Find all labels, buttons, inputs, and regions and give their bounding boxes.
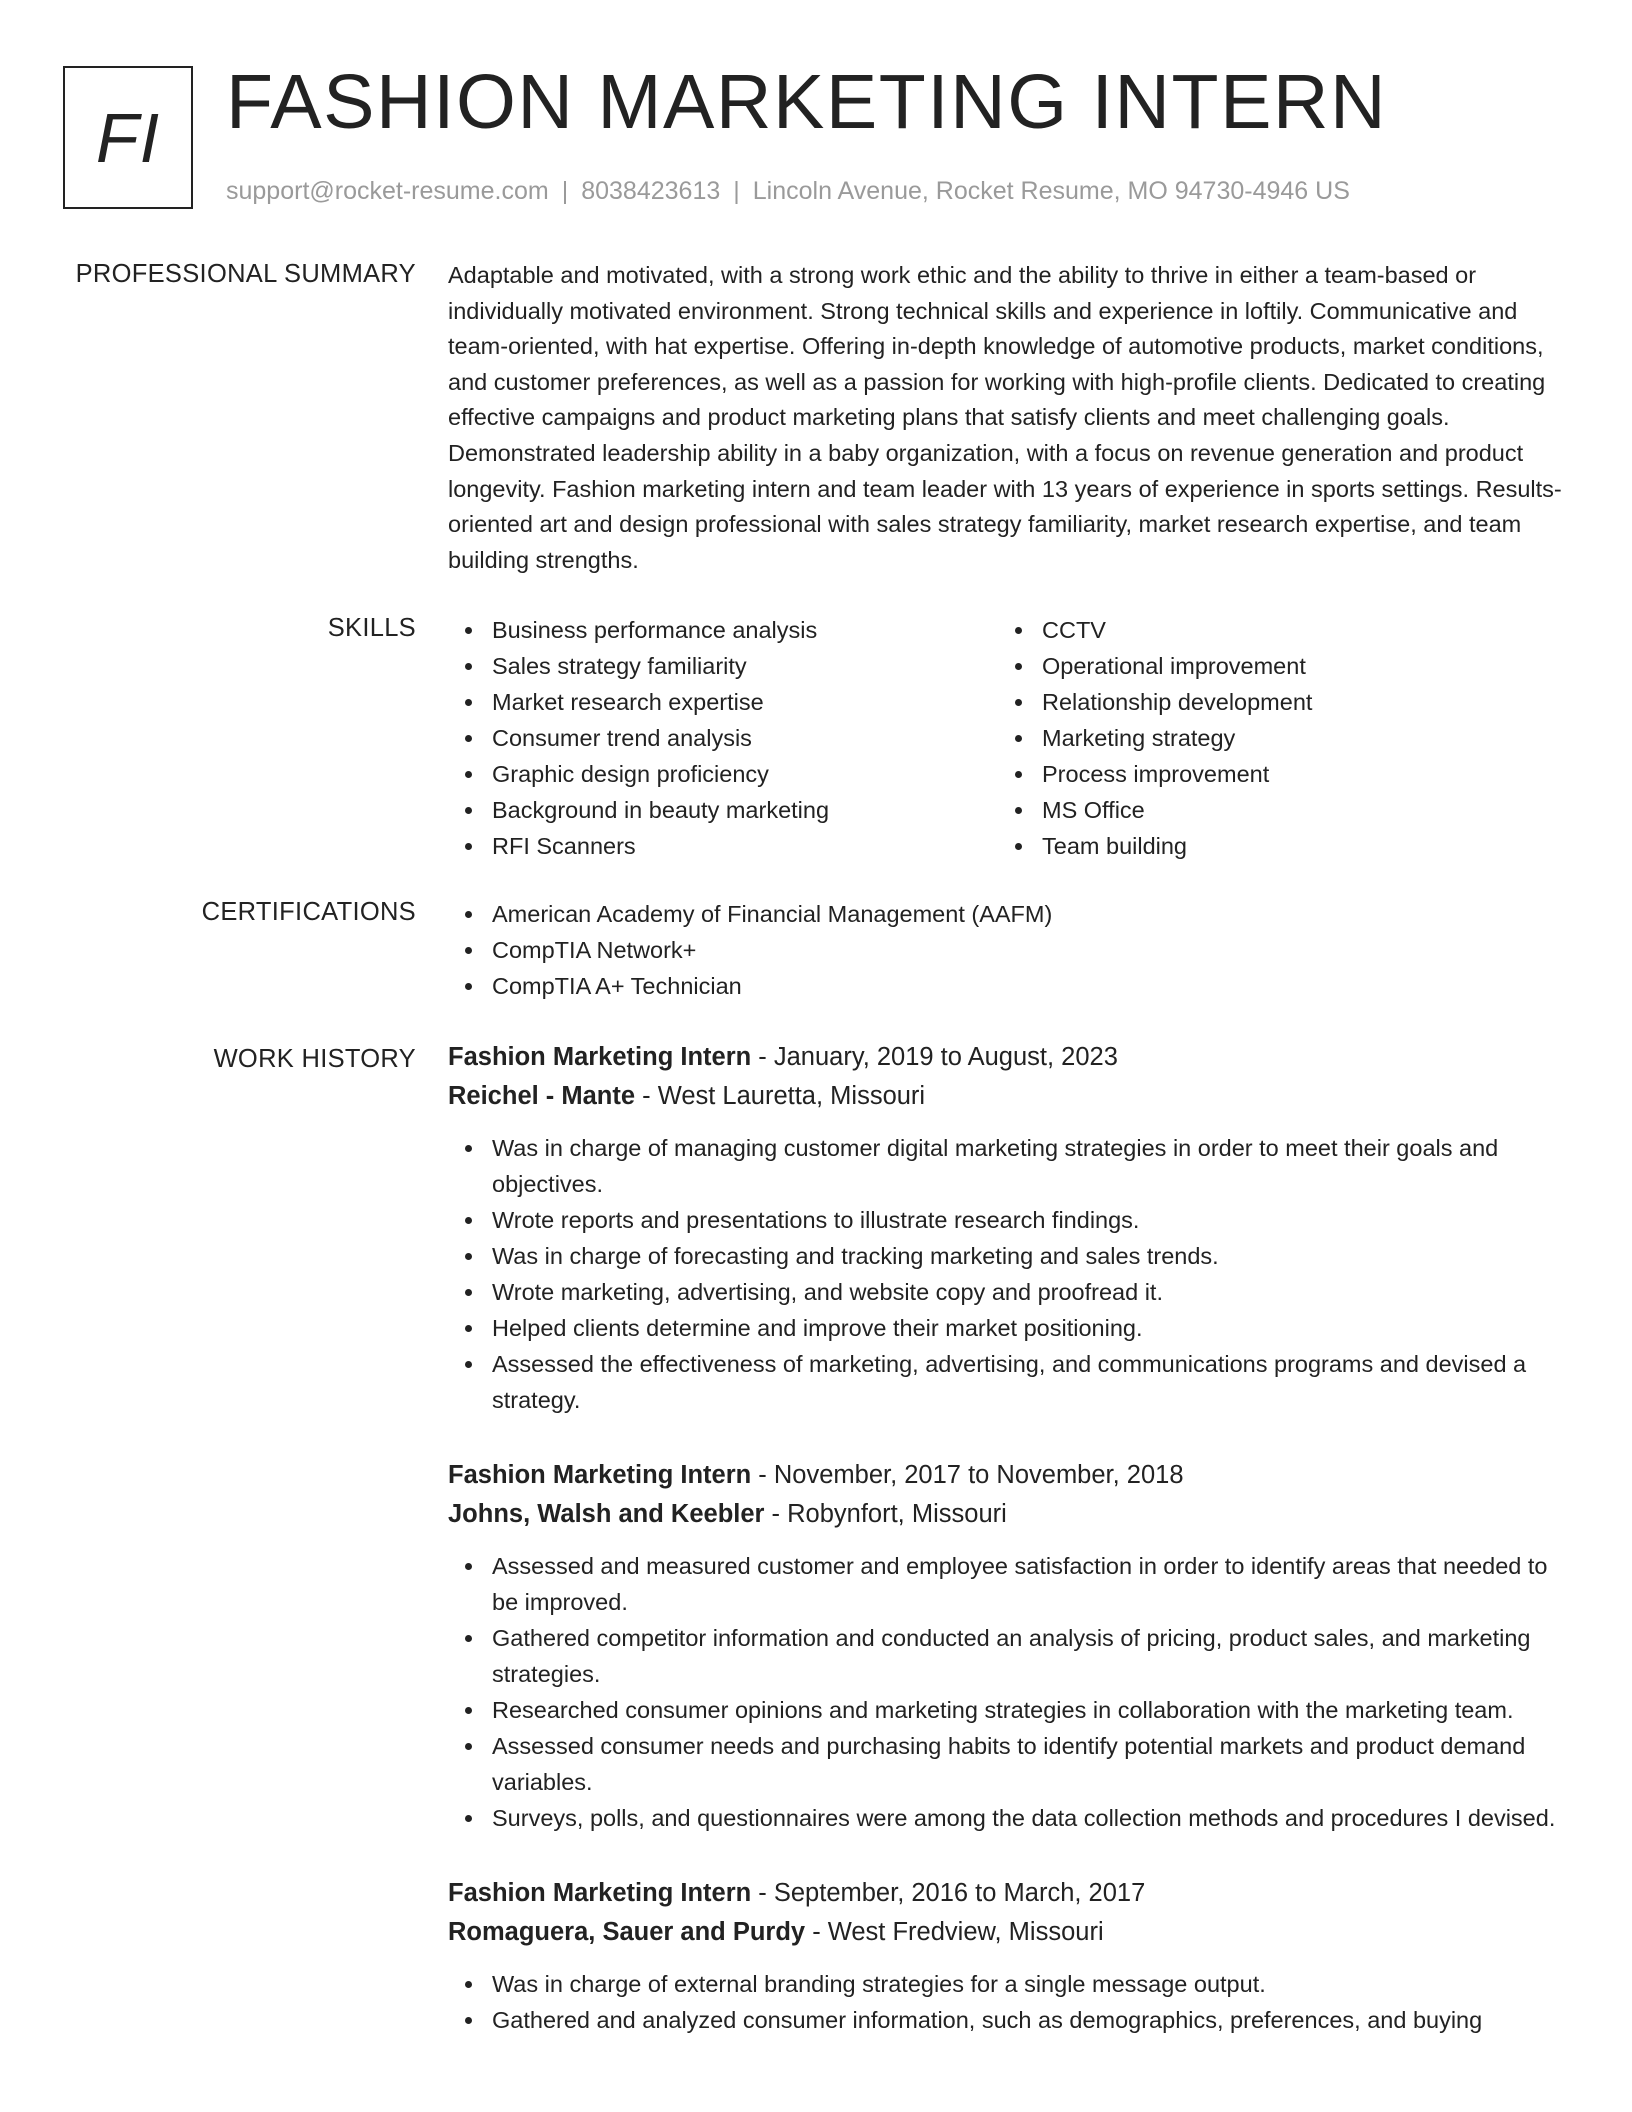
list-item: Assessed the effectiveness of marketing, advertising, and communications programs and devised a strategy.	[448, 1346, 1568, 1418]
job-bullets	[448, 1966, 1568, 2038]
contact-phone: 8038423613	[581, 177, 721, 205]
job-entry	[448, 1456, 1568, 1836]
job-title: Fashion Marketing Intern	[448, 1461, 752, 1489]
job-title: Fashion Marketing Intern	[448, 1879, 752, 1907]
certifications-body	[448, 896, 1568, 1004]
list-item: Helped clients determine and improve their market positioning.	[448, 1310, 1568, 1346]
summary-text: Adaptable and motivated, with a strong work ethic and the ability to thrive in either a team-based or individually motivated environment. Strong technical skills and experience in loftily. Communicative and team-oriented, with hat expertise. Offering in-depth knowledge of automotive products, market conditions, and customer preferences, as well as a passion for working with high-profile clients. Dedicated to creating effective campaigns and product marketing plans that satisfy clients and meet challenging goals. Demonstrated leadership ability in a baby organization, with a focus on revenue generation and product longevity. Fashion marketing intern and team leader with 13 years of experience in sports settings. Results-oriented art and design professional with sales strategy familiarity, market research expertise, and team building strengths.	[448, 262, 1562, 573]
section-label-certifications: CERTIFICATIONS	[201, 898, 416, 926]
list-item: Surveys, polls, and questionnaires were among the data collection methods and procedures I devised.	[448, 1800, 1568, 1836]
list-item: Researched consumer opinions and marketing strategies in collaboration with the marketing team.	[448, 1692, 1568, 1728]
contact-email: support@rocket-resume.com	[226, 177, 549, 205]
section-label-summary: PROFESSIONAL SUMMARY	[75, 260, 416, 288]
skills-list-left	[448, 612, 998, 864]
contact-separator: |	[733, 177, 740, 205]
job-company: Johns, Walsh and Keebler	[448, 1500, 765, 1528]
skills-list-right	[998, 612, 1548, 864]
job-company-line	[448, 1913, 1568, 1952]
job-company: Romaguera, Sauer and Purdy	[448, 1918, 806, 1946]
job-company-line	[448, 1495, 1568, 1534]
page-title: FASHION MARKETING INTERN	[226, 59, 1388, 145]
list-item: Gathered and analyzed consumer information, such as demographics, preferences, and buying	[448, 2002, 1568, 2038]
skills-body	[448, 612, 1568, 864]
list-item: Market research expertise	[448, 684, 998, 720]
section-label-work-history: WORK HISTORY	[213, 1045, 416, 1073]
list-item: Business performance analysis	[448, 612, 998, 648]
list-item: CCTV	[998, 612, 1548, 648]
list-item: Team building	[998, 828, 1548, 864]
list-item: Wrote reports and presentations to illustrate research findings.	[448, 1202, 1568, 1238]
job-company-line	[448, 1077, 1568, 1116]
list-item: CompTIA A+ Technician	[448, 968, 1568, 1004]
job-title-line	[448, 1456, 1568, 1495]
monogram-logo: FI	[63, 66, 193, 209]
list-item: American Academy of Financial Management (AAFM)	[448, 896, 1568, 932]
list-item: Process improvement	[998, 756, 1548, 792]
list-item: Wrote marketing, advertising, and website copy and proofread it.	[448, 1274, 1568, 1310]
list-item: Graphic design proficiency	[448, 756, 998, 792]
job-entry	[448, 1874, 1568, 2038]
job-location: - Robynfort, Missouri	[764, 1500, 1007, 1528]
job-location: - West Fredview, Missouri	[805, 1918, 1104, 1946]
certifications-list	[448, 896, 1568, 1004]
list-item: Relationship development	[998, 684, 1548, 720]
contact-separator: |	[561, 177, 569, 205]
list-item: MS Office	[998, 792, 1548, 828]
job-title-line	[448, 1038, 1568, 1077]
work-history-body	[448, 1038, 1568, 2076]
list-item: Consumer trend analysis	[448, 720, 998, 756]
job-bullets	[448, 1130, 1568, 1418]
job-title-line	[448, 1874, 1568, 1913]
job-dates: - November, 2017 to November, 2018	[751, 1461, 1184, 1489]
section-label-skills: SKILLS	[327, 614, 416, 642]
job-title: Fashion Marketing Intern	[448, 1043, 752, 1071]
list-item: Was in charge of managing customer digital marketing strategies in order to meet their goals and objectives.	[448, 1130, 1568, 1202]
job-bullets	[448, 1548, 1568, 1836]
list-item: Assessed and measured customer and employee satisfaction in order to identify areas that needed to be improved.	[448, 1548, 1568, 1620]
contact-address: Lincoln Avenue, Rocket Resume, MO 94730-4946 US	[752, 177, 1350, 205]
contact-line	[226, 176, 1350, 206]
list-item: Operational improvement	[998, 648, 1548, 684]
list-item: Sales strategy familiarity	[448, 648, 998, 684]
list-item: Was in charge of external branding strategies for a single message output.	[448, 1966, 1568, 2002]
job-company: Reichel - Mante	[448, 1082, 636, 1110]
list-item: CompTIA Network+	[448, 932, 1568, 968]
list-item: Was in charge of forecasting and tracking marketing and sales trends.	[448, 1238, 1568, 1274]
list-item: Assessed consumer needs and purchasing habits to identify potential markets and product demand variables.	[448, 1728, 1568, 1800]
job-location: - West Lauretta, Missouri	[635, 1082, 926, 1110]
job-entry	[448, 1038, 1568, 1418]
list-item: Gathered competitor information and conducted an analysis of pricing, product sales, and marketing strategies.	[448, 1620, 1568, 1692]
job-dates: - September, 2016 to March, 2017	[751, 1879, 1146, 1907]
job-dates: - January, 2019 to August, 2023	[751, 1043, 1118, 1071]
list-item: Marketing strategy	[998, 720, 1548, 756]
list-item: Background in beauty marketing	[448, 792, 998, 828]
list-item: RFI Scanners	[448, 828, 998, 864]
